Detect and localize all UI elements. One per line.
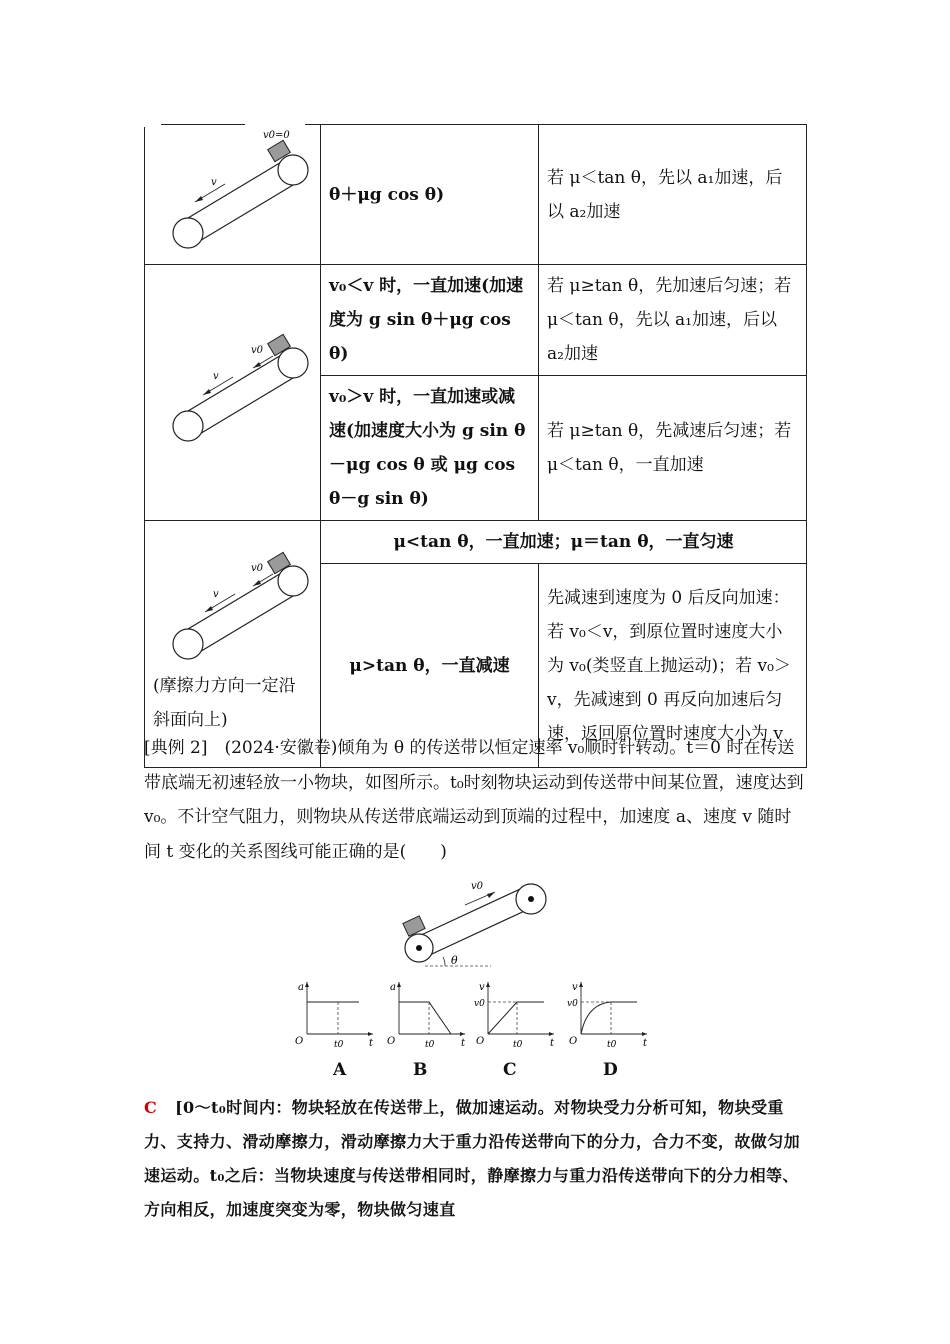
belt-figure-1	[153, 129, 329, 260]
row1-acceleration-cell: θ＋μg cos θ)	[321, 125, 539, 265]
answer-text: [0～t₀时间内：物块轻放在传送带上，做加速运动。对物块受力分析可知，物块受重力、支持力、滑动摩擦力，滑动摩擦力大于重力沿传送带向下的分力，合力不变，故做匀加速运动。t₀之后：当物块速度与传送带相同时，静摩擦力与重力沿传送带向下的分力相等、方向相反，加速度突变为零，物块做匀速直	[144, 1098, 801, 1219]
friction-caption: (摩擦力方向一定沿斜面向上)	[153, 676, 296, 730]
v0-label: v0	[567, 999, 578, 1009]
graph-c	[474, 978, 558, 1052]
graph-d	[567, 978, 651, 1052]
figure-cell	[145, 125, 321, 265]
y-axis-label: a	[390, 982, 396, 993]
option-d-label: D	[603, 1060, 618, 1080]
conveyor-cases-table	[144, 124, 807, 768]
y-axis-label: v	[479, 982, 485, 993]
t0-label: t0	[607, 1040, 617, 1050]
y-axis-label: v	[572, 982, 578, 993]
belt-speed-label: v0	[471, 881, 484, 892]
border-gap	[245, 123, 305, 127]
option-b-label: B	[413, 1060, 428, 1080]
v0-label: v0	[474, 999, 485, 1009]
origin-label: O	[569, 1036, 578, 1047]
option-c-label: C	[503, 1060, 517, 1080]
row2-case-b-condition-cell: 若 μ≥tan θ，先减速后匀速；若 μ＜tan θ，一直加速	[539, 376, 807, 521]
row1-condition-cell: 若 μ＜tan θ，先以 a₁加速，后以 a₂加速	[539, 125, 807, 265]
table-row	[145, 521, 807, 564]
row2-case-b-cell: v₀＞v 时，一直加速或减速(加速度大小为 g sin θ－μg cos θ 或 μg cos θ－g sin θ)	[321, 376, 539, 521]
table-row	[145, 125, 807, 265]
belt-figure-2	[153, 274, 329, 512]
answer-letter: C	[144, 1098, 158, 1117]
row2-case-a-condition-cell: 若 μ≥tan θ，先加速后匀速；若 μ＜tan θ，先以 a₁加速，后以 a₂加速	[539, 265, 807, 376]
y-axis-label: a	[298, 982, 304, 993]
figure-cell	[145, 265, 321, 521]
row3-condition-cell: 先减速到速度为 0 后反向加速：若 v₀＜v，到原位置时速度大小为 v₀(类竖直上抛运动)；若 v₀＞v，先减速到 0 再反向加速后匀速，返回原位置时速度大小为 v	[539, 564, 807, 768]
t0-label: t0	[513, 1040, 523, 1050]
x-axis-label: t	[461, 1038, 466, 1049]
answer-explanation	[144, 1091, 810, 1227]
initial-speed-label: v0=0	[263, 130, 290, 141]
belt-speed-label: v	[213, 589, 219, 600]
inclined-belt-figure	[395, 873, 555, 973]
example-question: [典例 2] (2024·安徽卷)倾角为 θ 的传送带以恒定速率 v₀顺时针转动。t＝0 时在传送带底端无初速轻放一小物块，如图所示。t₀时刻物块运动到传送带中间某位置，速度达到 v₀。不计空气阻力，则物块从传送带底端运动到顶端的过程中，加速度 a、速度 v 随时间 t 变化的关系图线可能正确的是( )	[144, 738, 804, 862]
belt-speed-label: v	[211, 177, 217, 188]
x-axis-label: t	[369, 1038, 374, 1049]
block-speed-label: v0	[251, 344, 264, 356]
t0-label: t0	[425, 1040, 435, 1050]
graph-b	[385, 978, 469, 1052]
row2-case-a-cell: v₀＜v 时，一直加速(加速度为 g sin θ＋μg cos θ)	[321, 265, 539, 376]
block-speed-label: v0	[251, 563, 264, 574]
row3-span-cell: μ<tan θ，一直加速；μ＝tan θ，一直匀速	[321, 521, 807, 564]
graph-a	[293, 978, 377, 1052]
origin-label: O	[476, 1036, 485, 1047]
origin-label: O	[387, 1036, 396, 1047]
t0-label: t0	[334, 1040, 344, 1050]
x-axis-label: t	[643, 1038, 648, 1049]
table-row	[145, 265, 807, 376]
angle-label: θ	[451, 954, 458, 967]
border-gap	[143, 123, 161, 127]
belt-speed-label: v	[213, 370, 219, 382]
x-axis-label: t	[550, 1038, 555, 1049]
option-a-label: A	[333, 1060, 347, 1080]
row3-deceleration-cell: μ>tan θ，一直减速	[321, 564, 539, 768]
origin-label: O	[295, 1036, 304, 1047]
